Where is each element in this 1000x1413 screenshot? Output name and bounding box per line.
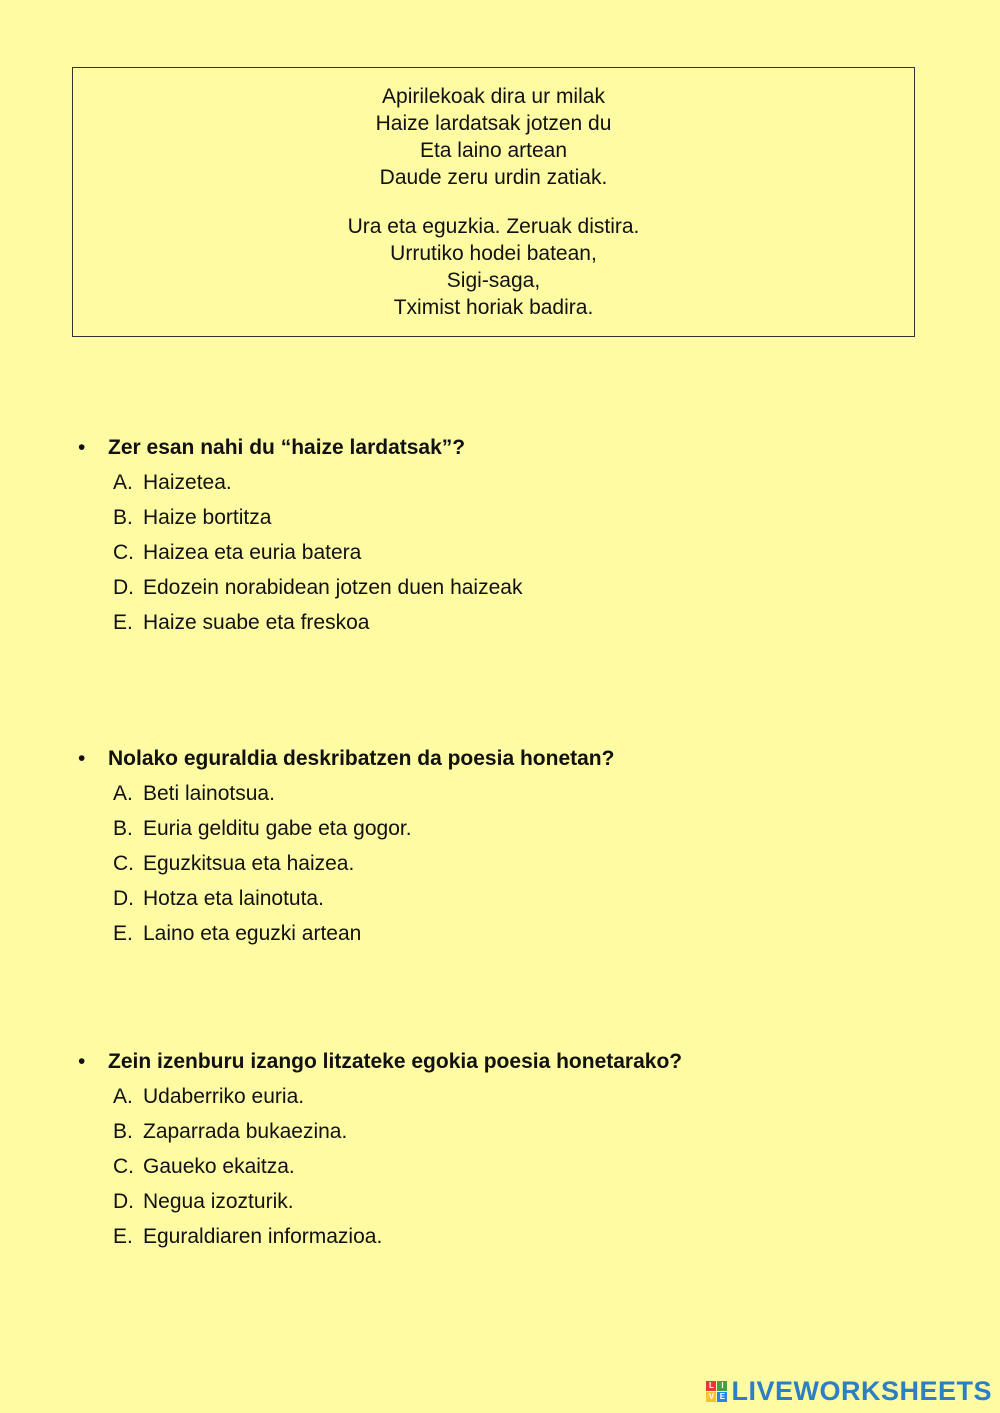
question-1 — [78, 434, 958, 636]
bullet-icon: • — [78, 1050, 86, 1073]
poem-line: Tximist horiak badira. — [393, 296, 594, 319]
option-letter: D. — [113, 887, 134, 910]
answer-option-c[interactable] — [113, 1153, 958, 1180]
answer-option-e[interactable] — [113, 609, 958, 636]
answer-option-d[interactable] — [113, 1188, 958, 1215]
answer-option-a[interactable] — [113, 780, 958, 807]
question-text: Nolako eguraldia deskribatzen da poesia honetan? — [108, 747, 615, 770]
question-title — [78, 745, 958, 772]
option-letter: E. — [113, 1225, 133, 1248]
logo-letter: V — [706, 1392, 716, 1402]
option-text: Edozein norabidean jotzen duen haizeak — [143, 576, 523, 599]
option-letter: D. — [113, 576, 134, 599]
option-text: Zaparrada bukaezina. — [143, 1120, 348, 1143]
poem-line: Urrutiko hodei batean, — [390, 242, 597, 265]
brand-name: LIVEWORKSHEETS — [731, 1376, 992, 1406]
question-3 — [78, 1048, 958, 1250]
poem-line: Apirilekoak dira ur milak — [382, 85, 605, 108]
answer-option-b[interactable] — [113, 1118, 958, 1145]
option-letter: E. — [113, 922, 133, 945]
question-title — [78, 434, 958, 461]
option-text: Udaberriko euria. — [143, 1085, 305, 1108]
logo-letter: E — [717, 1392, 727, 1402]
question-2 — [78, 745, 958, 947]
poem-line: Ura eta eguzkia. Zeruak distira. — [347, 215, 640, 238]
poem-line: Daude zeru urdin zatiak. — [379, 166, 608, 189]
option-letter: E. — [113, 611, 133, 634]
poem-line: Eta laino artean — [419, 139, 568, 162]
option-letter: D. — [113, 1190, 134, 1213]
option-text: Hotza eta lainotuta. — [143, 887, 324, 910]
option-text: Beti lainotsua. — [143, 782, 275, 805]
answer-option-a[interactable] — [113, 1083, 958, 1110]
answer-option-e[interactable] — [113, 1223, 958, 1250]
answer-option-d[interactable] — [113, 574, 958, 601]
option-text: Haizetea. — [143, 471, 232, 494]
logo-letter: I — [717, 1381, 727, 1391]
poem-stanza-1 — [73, 68, 914, 191]
answer-option-c[interactable] — [113, 850, 958, 877]
option-text: Gaueko ekaitza. — [143, 1155, 295, 1178]
option-letter: B. — [113, 1120, 133, 1143]
bullet-icon: • — [78, 747, 86, 770]
option-text: Laino eta eguzki artean — [143, 922, 362, 945]
option-text: Eguraldiaren informazioa. — [143, 1225, 383, 1248]
option-letter: C. — [113, 852, 134, 875]
bullet-icon: • — [78, 436, 86, 459]
answer-options — [78, 1083, 958, 1250]
liveworksheets-logo-icon — [706, 1381, 727, 1402]
poem-stanza-2 — [73, 191, 914, 321]
question-text: Zein izenburu izango litzateke egokia poesia honetarako? — [108, 1050, 683, 1073]
poem-line: Haize lardatsak jotzen du — [375, 112, 612, 135]
answer-option-e[interactable] — [113, 920, 958, 947]
option-letter: B. — [113, 817, 133, 840]
option-letter: B. — [113, 506, 133, 529]
option-letter: A. — [113, 471, 133, 494]
poem-line: Sigi-saga, — [446, 269, 541, 292]
option-letter: A. — [113, 1085, 133, 1108]
answer-option-b[interactable] — [113, 815, 958, 842]
option-text: Euria gelditu gabe eta gogor. — [143, 817, 412, 840]
option-letter: C. — [113, 541, 134, 564]
option-text: Haizea eta euria batera — [143, 541, 362, 564]
option-letter: A. — [113, 782, 133, 805]
answer-options — [78, 469, 958, 636]
answer-option-d[interactable] — [113, 885, 958, 912]
option-text: Haize suabe eta freskoa — [143, 611, 370, 634]
answer-option-b[interactable] — [113, 504, 958, 531]
option-text: Negua izozturik. — [143, 1190, 294, 1213]
logo-letter: L — [706, 1381, 716, 1391]
option-text: Haize bortitza — [143, 506, 272, 529]
liveworksheets-brand — [706, 1376, 992, 1407]
question-title — [78, 1048, 958, 1075]
question-text: Zer esan nahi du “haize lardatsak”? — [108, 436, 466, 459]
poem-box — [72, 67, 915, 337]
option-text: Eguzkitsua eta haizea. — [143, 852, 355, 875]
answer-option-a[interactable] — [113, 469, 958, 496]
option-letter: C. — [113, 1155, 134, 1178]
answer-option-c[interactable] — [113, 539, 958, 566]
answer-options — [78, 780, 958, 947]
